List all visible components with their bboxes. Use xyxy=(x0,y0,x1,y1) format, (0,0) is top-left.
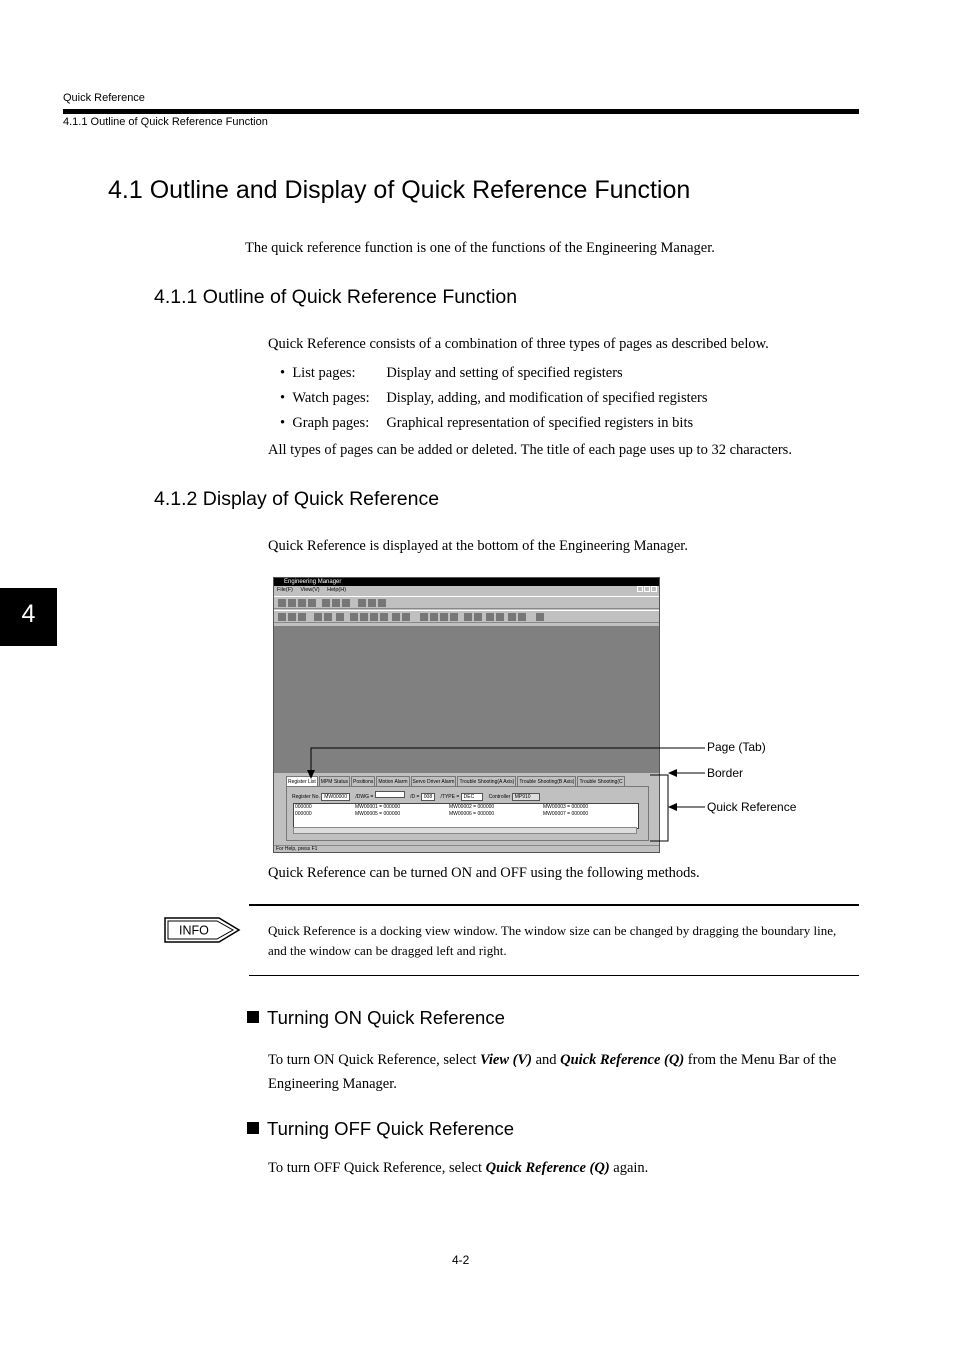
tool-icon xyxy=(464,613,472,621)
dwg-value xyxy=(375,791,405,798)
tool-icon xyxy=(368,599,376,607)
engineering-manager-screenshot xyxy=(273,577,660,853)
tool-icon xyxy=(370,613,378,621)
tool-icon xyxy=(288,613,296,621)
bullet-text: Graphical representation of specified registers in bits xyxy=(386,415,694,431)
tool-icon xyxy=(324,613,332,621)
text: To turn ON Quick Reference, select xyxy=(268,1052,480,1068)
tab-positions: Positions xyxy=(351,776,375,787)
tool-icon xyxy=(298,613,306,621)
type-label: /TYPE = xyxy=(440,794,460,800)
square-bullet-icon xyxy=(247,1122,259,1134)
paragraph: Quick Reference is displayed at the bottom of the Engineering Manager. xyxy=(268,538,688,554)
menu-bar xyxy=(274,586,659,595)
bullet-text: Display and setting of specified registers xyxy=(386,365,623,381)
grid-cell: MW00007 = 000000 xyxy=(543,811,589,817)
d-label: /D = xyxy=(410,794,420,800)
window-titlebar xyxy=(274,578,659,586)
chapter-tab: 4 xyxy=(0,588,57,646)
grid-cell: MW00006 = 000000 xyxy=(449,811,495,817)
page-number: 4-2 xyxy=(452,1253,470,1267)
arrow-head xyxy=(668,769,677,777)
d-value: 008 xyxy=(421,793,435,801)
header-rule xyxy=(63,109,859,114)
menu-help: Help(H) xyxy=(327,587,347,593)
tool-icon xyxy=(518,613,526,621)
toolbar-1 xyxy=(274,596,659,609)
tab-mpm-status: MPM Status xyxy=(319,776,350,787)
tab-trouble-shooting-a: Trouble Shooting(A Axis) xyxy=(457,776,516,787)
register-list-panel xyxy=(286,786,649,841)
menu-view-ref: View (V) xyxy=(479,1052,532,1068)
tool-icon xyxy=(440,613,448,621)
section-title: 4.1 Outline and Display of Quick Reference Function xyxy=(108,176,691,204)
menu-quick-reference-ref: Quick Reference (Q) xyxy=(485,1160,610,1176)
menu-file: File(F) xyxy=(277,587,293,593)
info-bottom-rule xyxy=(249,975,859,976)
tool-icon xyxy=(308,599,316,607)
status-bar: For Help, press F1 xyxy=(274,845,659,852)
text: again. xyxy=(609,1160,649,1176)
grid-cell: 000000 xyxy=(295,804,312,810)
grid-cell: MW00003 = 000000 xyxy=(543,804,589,810)
running-header-subsection: 4.1.1 Outline of Quick Reference Function xyxy=(63,116,268,128)
tool-icon xyxy=(332,599,340,607)
grid-cell: 000000 xyxy=(295,811,312,817)
square-bullet-icon xyxy=(247,1011,259,1023)
bullet-text: Display, adding, and modification of specified registers xyxy=(386,390,708,406)
grid-row xyxy=(294,804,638,811)
subsection-title-4-1-1: 4.1.1 Outline of Quick Reference Function xyxy=(154,286,518,308)
bullet-label: List pages: xyxy=(292,365,356,381)
bullet-item: • Watch pages: Display, adding, and modification of specified registers xyxy=(280,390,708,406)
bullet-item: • Graph pages: Graphical representation of specified registers in bits xyxy=(280,415,694,431)
text: and xyxy=(531,1052,561,1068)
tool-icon xyxy=(342,599,350,607)
menu-view: View(V) xyxy=(300,587,320,593)
bullet-item: • List pages: Display and setting of specified registers xyxy=(280,365,623,381)
tool-icon xyxy=(336,613,344,621)
dwg-label: /DWG = xyxy=(355,794,374,800)
grid-cell: MW00002 = 000000 xyxy=(449,804,495,810)
register-fields xyxy=(292,791,540,800)
type-value: DEC xyxy=(461,793,484,801)
tool-icon xyxy=(288,599,296,607)
quick-reference-tabs xyxy=(286,776,626,786)
grid-row xyxy=(294,811,638,818)
tool-icon xyxy=(322,599,330,607)
info-top-rule xyxy=(249,904,859,906)
tool-icon xyxy=(314,613,322,621)
tool-icon xyxy=(420,613,428,621)
text: from the Menu Bar of the Engineering Manager. xyxy=(268,1052,837,1092)
grid-cell: MW00005 = 000000 xyxy=(355,811,401,817)
grid-cell: MW00001 = 000000 xyxy=(355,804,401,810)
tool-icon xyxy=(278,599,286,607)
tool-icon xyxy=(402,613,410,621)
tool-icon xyxy=(486,613,494,621)
tab-register-list: Register List xyxy=(286,776,318,787)
controller-value: MP910 xyxy=(512,793,540,801)
paragraph: Quick Reference consists of a combination of three types of pages as described below. xyxy=(268,336,769,352)
callout-border: Border xyxy=(707,766,744,780)
tool-icon xyxy=(350,613,358,621)
quick-reference-pane xyxy=(274,774,659,847)
help-icon xyxy=(536,613,544,621)
paragraph: All types of pages can be added or deleted. The title of each page uses up to 32 characters. xyxy=(268,442,792,458)
running-header-section: Quick Reference xyxy=(63,92,145,104)
tool-icon xyxy=(380,613,388,621)
tool-icon xyxy=(360,613,368,621)
info-badge-label: INFO xyxy=(179,923,209,938)
workspace-area xyxy=(274,626,659,773)
turning-off-paragraph xyxy=(268,1160,648,1177)
text: To turn OFF Quick Reference, select xyxy=(268,1160,486,1176)
tool-icon xyxy=(508,613,516,621)
callout-quick-reference: Quick Reference xyxy=(707,800,797,814)
info-badge-icon xyxy=(163,916,243,944)
tab-motion-alarm: Motion Alarm xyxy=(376,776,409,787)
register-grid xyxy=(293,803,639,829)
tab-trouble-shooting-c: Trouble Shooting(C xyxy=(577,776,624,787)
tool-icon xyxy=(278,613,286,621)
callout-page-tab: Page (Tab) xyxy=(707,740,766,754)
controller-label: Controller xyxy=(488,794,511,800)
turning-on-paragraph xyxy=(268,1048,860,1096)
intro-paragraph: The quick reference function is one of the functions of the Engineering Manager. xyxy=(245,240,715,256)
subsection-title-4-1-2: 4.1.2 Display of Quick Reference xyxy=(154,488,440,510)
info-text: Quick Reference is a docking view window. The window size can be changed by dragging the boundary line, and the window can be dragged left and right. xyxy=(268,923,837,958)
register-value: MW00000 xyxy=(321,793,350,801)
register-label: Register No. xyxy=(292,794,320,800)
tool-icon xyxy=(496,613,504,621)
tool-icon xyxy=(298,599,306,607)
toolbar-2 xyxy=(274,610,659,623)
tab-trouble-shooting-b: Trouble Shooting(B Axis) xyxy=(517,776,576,787)
tab-servo-driver-alarm: Servo Driver Alarm xyxy=(411,776,457,787)
bullet-label: Graph pages: xyxy=(292,415,370,431)
window-title: Engineering Manager xyxy=(284,579,342,585)
tool-icon xyxy=(450,613,458,621)
tool-icon xyxy=(358,599,366,607)
paragraph: Quick Reference can be turned ON and OFF using the following methods. xyxy=(268,865,700,881)
horizontal-scrollbar xyxy=(293,827,637,834)
tool-icon xyxy=(430,613,438,621)
tool-icon xyxy=(474,613,482,621)
heading-text: Turning OFF Quick Reference xyxy=(267,1118,515,1139)
tool-icon xyxy=(392,613,400,621)
heading-turning-off xyxy=(247,1118,514,1140)
heading-text: Turning ON Quick Reference xyxy=(267,1007,505,1028)
bullet-label: Watch pages: xyxy=(292,390,370,406)
tool-icon xyxy=(378,599,386,607)
window-controls xyxy=(636,579,657,585)
menu-quick-reference-ref: Quick Reference (Q) xyxy=(560,1052,685,1068)
heading-turning-on xyxy=(247,1007,505,1029)
arrow-head xyxy=(668,803,677,811)
